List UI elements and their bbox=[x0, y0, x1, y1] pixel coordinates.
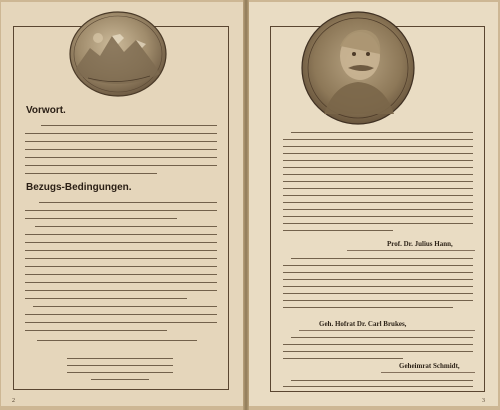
left-page bbox=[1, 2, 243, 406]
vorwort-paragraph bbox=[25, 123, 217, 179]
right-paragraph-1 bbox=[283, 130, 473, 243]
right-paragraph-4 bbox=[283, 378, 473, 390]
bezugs-bedingungen-heading: Bezugs-Bedingungen. bbox=[26, 182, 132, 193]
signature-hann: Prof. Dr. Julius Hann, bbox=[387, 240, 453, 248]
bezugs-bedingungen-paragraph bbox=[25, 200, 217, 350]
page-number-left: 2 bbox=[12, 398, 15, 404]
boxed-note bbox=[67, 355, 173, 381]
portrait-medallion bbox=[294, 6, 422, 128]
signature-hann-title bbox=[347, 250, 475, 251]
page-number-right: 3 bbox=[482, 398, 485, 404]
relief-medallion-illustration bbox=[58, 8, 178, 100]
right-paragraph-2 bbox=[283, 256, 473, 314]
vorwort-heading: Vorwort. bbox=[26, 105, 66, 116]
right-page bbox=[249, 2, 498, 406]
signature-schmidt-title bbox=[381, 372, 475, 373]
portrait-relief-image bbox=[294, 6, 422, 128]
signature-schmidt: Geheimrat Schmidt, bbox=[399, 362, 460, 370]
signature-brukes-title bbox=[299, 330, 475, 331]
signature-brukes: Geh. Hofrat Dr. Carl Brukes, bbox=[319, 320, 407, 328]
medallion-relief-image bbox=[58, 8, 178, 100]
right-paragraph-3 bbox=[283, 335, 473, 361]
